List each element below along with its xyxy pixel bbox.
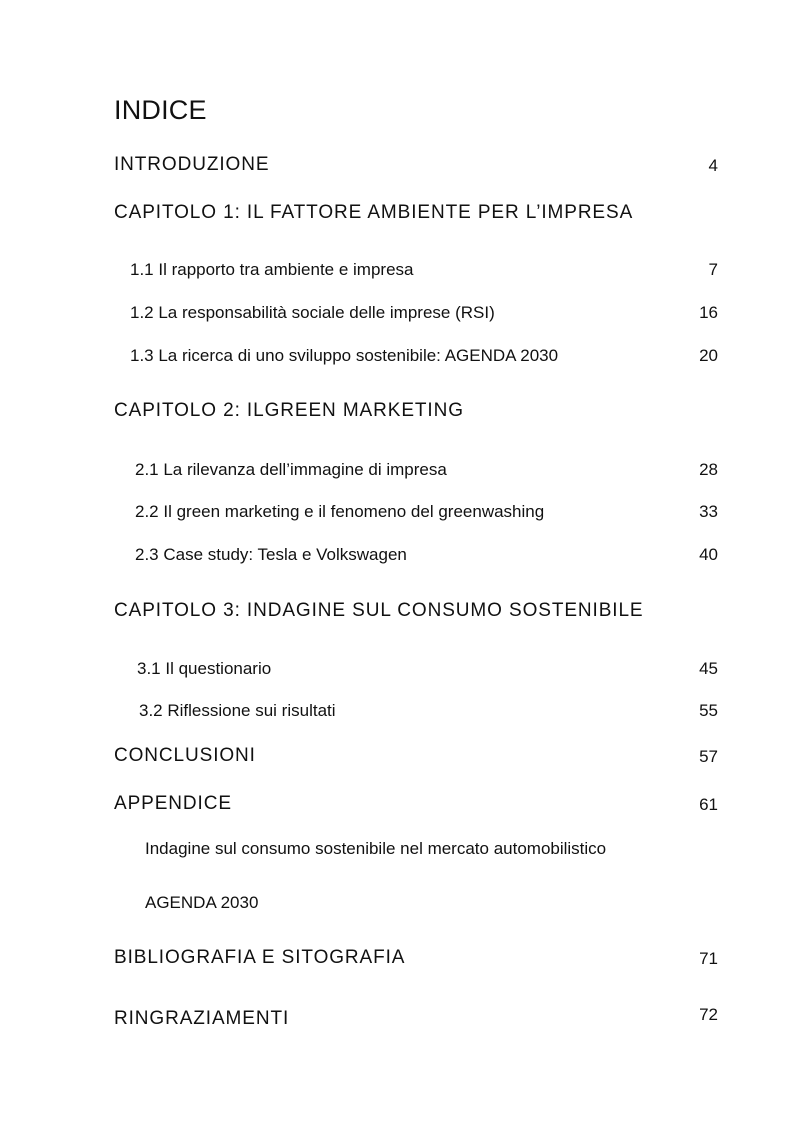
toc-entry-bibliography: BIBLIOGRAFIA E SITOGRAFIA bbox=[114, 947, 406, 968]
toc-page-2-1: 28 bbox=[699, 460, 718, 479]
toc-section-2-2: 2.2 Il green marketing e il fenomeno del greenwashing bbox=[135, 502, 545, 521]
toc-page-2-3: 40 bbox=[699, 545, 718, 564]
toc-page-thanks: 72 bbox=[699, 1005, 718, 1024]
toc-chapter-2: CAPITOLO 2: ILGREEN MARKETING bbox=[114, 400, 464, 421]
toc-page-appendix: 61 bbox=[699, 795, 718, 814]
toc-chapter-1: CAPITOLO 1: IL FATTORE AMBIENTE PER L’IMPRESA bbox=[114, 202, 634, 223]
toc-appendix-item-1: Indagine sul consumo sostenibile nel mercato automobilistico bbox=[145, 839, 607, 858]
toc-section-1-3: 1.3 La ricerca di uno sviluppo sostenibile: AGENDA 2030 bbox=[130, 346, 559, 365]
toc-page-1-2: 16 bbox=[699, 303, 718, 322]
toc-section-3-2: 3.2 Riflessione sui risultati bbox=[139, 701, 336, 720]
toc-section-2-3: 2.3 Case study: Tesla e Volkswagen bbox=[135, 545, 407, 564]
toc-page-bibliography: 71 bbox=[699, 949, 718, 968]
toc-entry-conclusions: CONCLUSIONI bbox=[114, 745, 256, 766]
toc-section-2-1: 2.1 La rilevanza dell’immagine di impresa bbox=[135, 460, 447, 479]
toc-page-1-3: 20 bbox=[699, 346, 718, 365]
toc-page-2-2: 33 bbox=[699, 502, 718, 521]
toc-chapter-3: CAPITOLO 3: INDAGINE SUL CONSUMO SOSTENIBILE bbox=[114, 600, 644, 621]
toc-entry-thanks: RINGRAZIAMENTI bbox=[114, 1008, 290, 1029]
toc-section-1-2: 1.2 La responsabilità sociale delle imprese (RSI) bbox=[130, 303, 495, 322]
toc-page-conclusions: 57 bbox=[699, 747, 718, 766]
toc-page-1-1: 7 bbox=[708, 260, 718, 279]
toc-appendix-item-2: AGENDA 2030 bbox=[145, 893, 259, 912]
toc-page-3-1: 45 bbox=[699, 659, 718, 678]
page-title: INDICE bbox=[114, 95, 207, 125]
toc-entry-introduction: INTRODUZIONE bbox=[114, 154, 270, 175]
toc-page-3-2: 55 bbox=[699, 701, 718, 720]
toc-entry-appendix: APPENDICE bbox=[114, 793, 232, 814]
toc-page-introduction: 4 bbox=[708, 156, 718, 175]
toc-section-1-1: 1.1 Il rapporto tra ambiente e impresa bbox=[130, 260, 414, 279]
toc-section-3-1: 3.1 Il questionario bbox=[137, 659, 272, 678]
